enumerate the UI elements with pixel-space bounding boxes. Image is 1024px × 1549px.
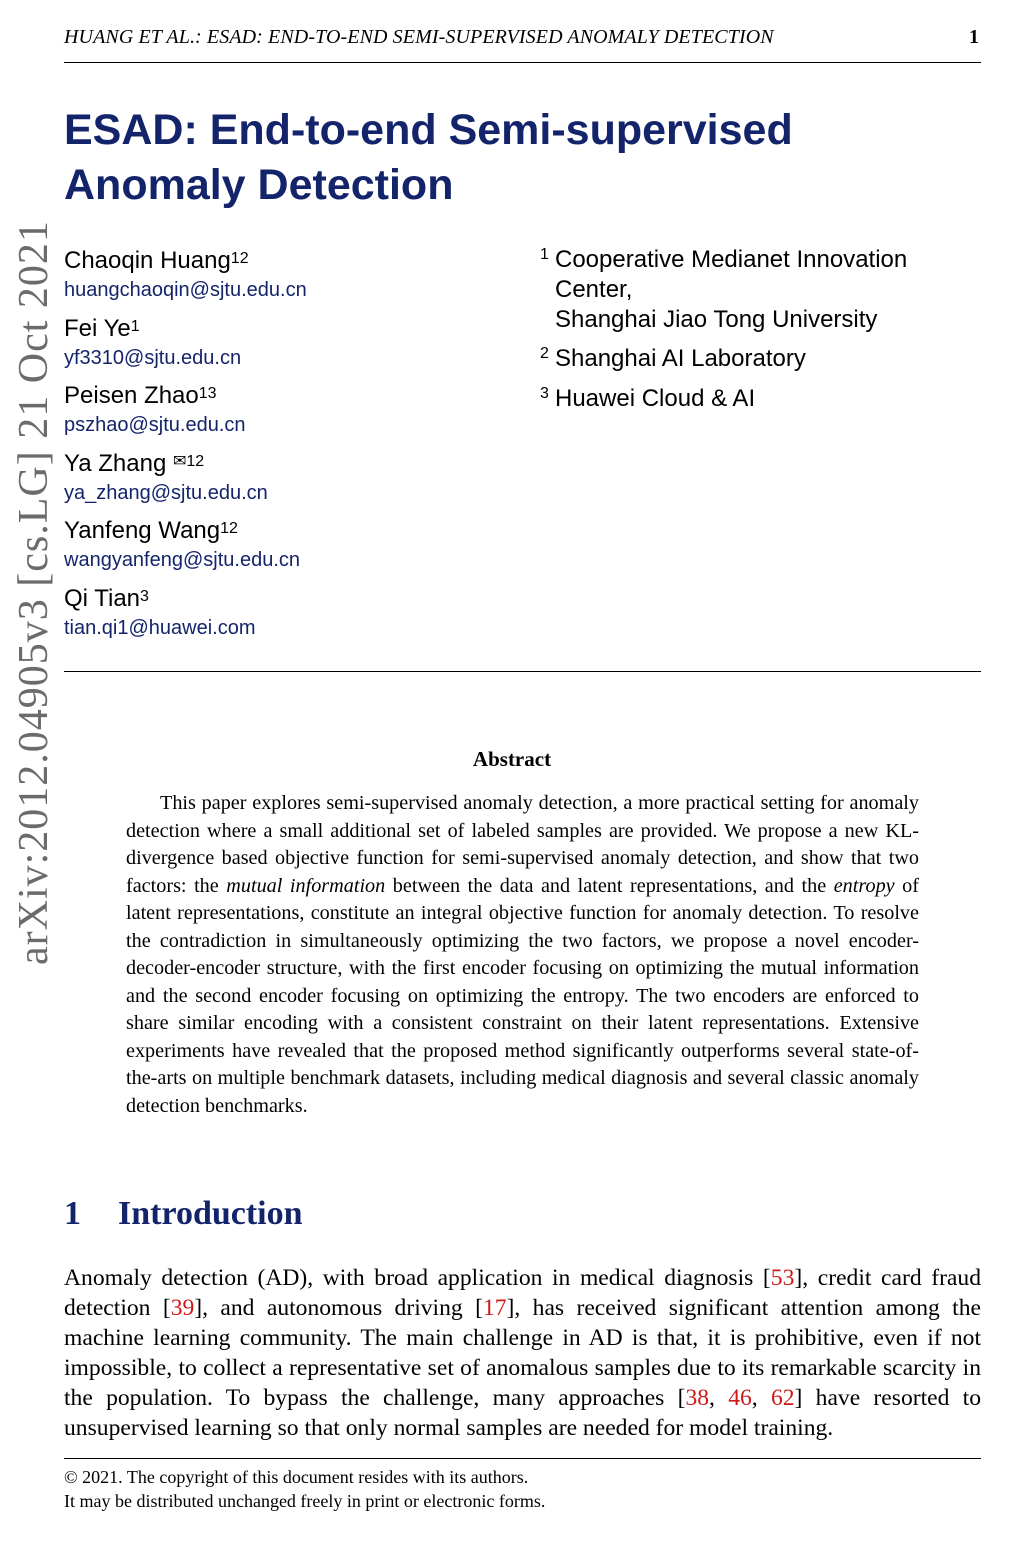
citation-link[interactable]: 62 (770, 1385, 795, 1411)
author-entry (64, 380, 524, 448)
author-email-link[interactable]: pszhao@sjtu.edu.cn (64, 414, 246, 436)
author-email-link[interactable]: yf3310@sjtu.edu.cn (64, 346, 242, 369)
section-number: 1 (64, 1195, 81, 1232)
author-name: Ya Zhang $^{✉12}$ (64, 449, 205, 477)
arxiv-stamp: arXiv:2012.04905v3 [cs.LG] 21 Oct 2021 (11, 220, 57, 965)
introduction-paragraph: Anomaly detection (AD), with broad application in medical diagnosis [53], credit card fraud detection [39], and autonomous driving [17], has received significant attention among the machine learning community. The main challenge in AD is that, it is prohibitive, even if not impossible, to collect a representative set of anomalous samples due to its remarkable scarcity in the population. To bypass the challenge, many approaches [38, 46, 62] have resorted to unsupervised learning so that only normal samples are needed for model training. (64, 1265, 982, 1441)
title-line: Anomaly Detection (64, 161, 454, 209)
affiliation-text: Huawei Cloud & AI (555, 385, 756, 412)
author-name: Peisen Zhao$^{13}$ (64, 382, 217, 409)
author-name: Yanfeng Wang$^{12}$ (64, 517, 238, 544)
author-email-link[interactable]: wangyanfeng@sjtu.edu.cn (64, 549, 301, 571)
author-email-link[interactable]: tian.qi1@huawei.com (64, 616, 256, 639)
affiliation-number: 3 (540, 385, 549, 402)
citation-link[interactable]: 17 (482, 1295, 507, 1321)
author-affil-sup: 3 (140, 587, 149, 605)
affiliation-entry (540, 245, 960, 344)
author-list (64, 245, 524, 650)
affiliation-text: Cooperative Medianet Innovation Center, Shanghai Jiao Tong University (555, 246, 908, 333)
abstract-emphasis: entropy (833, 874, 895, 897)
author-entry (64, 448, 524, 516)
affiliation-number: 1 (540, 246, 549, 263)
author-name: Fei Ye$^1$ (64, 314, 140, 342)
author-affil-sup: 1 (130, 317, 140, 335)
affiliation-list (540, 245, 960, 424)
affiliation-number: 2 (540, 345, 549, 362)
citation-link[interactable]: 53 (770, 1265, 795, 1291)
running-title: HUANG ET AL.: ESAD: END-TO-END SEMI-SUPERVISED ANOMALY DETECTION (64, 26, 774, 48)
author-entry (64, 313, 524, 381)
copyright-footer (64, 1465, 545, 1513)
paper-title (64, 103, 884, 213)
abstract-emphasis: mutual information (226, 874, 386, 897)
title-line: ESAD: End-to-end Semi-supervised (64, 106, 793, 154)
section-heading (64, 1195, 303, 1233)
affiliation-text: Shanghai AI Laboratory (555, 345, 806, 372)
author-name: Chaoqin Huang$^{12}$ (64, 247, 249, 274)
citation-link[interactable]: 38 (685, 1385, 710, 1411)
author-affil-sup: 13 (198, 385, 217, 402)
copyright-line: © 2021. The copyright of this document resides with its authors. (64, 1467, 529, 1487)
author-email-link[interactable]: huangchaoqin@sjtu.edu.cn (64, 279, 307, 301)
author-entry (64, 515, 524, 583)
header-rule (64, 62, 981, 63)
author-email-link[interactable]: ya_zhang@sjtu.edu.cn (64, 481, 268, 504)
citation-link[interactable]: 46 (728, 1385, 752, 1411)
running-header (64, 26, 981, 54)
abstract-heading: Abstract (472, 747, 552, 771)
affiliation-entry (540, 384, 960, 424)
author-affil-sup: 12 (220, 520, 238, 537)
page-number: 1 (969, 26, 979, 48)
author-entry (64, 245, 524, 313)
author-affil-sup: ✉12 (172, 452, 205, 470)
section-title: Introduction (118, 1195, 303, 1232)
footer-rule (64, 1458, 981, 1459)
citation-link[interactable]: 39 (170, 1295, 195, 1321)
abstract-body: This paper explores semi-supervised anomaly detection, a more practical setting for anomaly detection where a small additional set of labeled samples are provided. We propose a new KL-divergence based objective function for semi-supervised anomaly detection, and show that two factors: the mutual information between the data and latent representations, and the entropy of latent representations, constitute an integral objective function for anomaly detection. To resolve the contradiction in simultaneously optimizing the two factors, we propose a novel encoder-decoder-encoder structure, with the first encoder focusing on optimizing the mutual information and the second encoder focusing on optimizing the entropy. The two encoders are enforced to share similar encoding with a consistent constraint on their latent representations. Extensive experiments have revealed that the proposed method significantly outperforms several state-of-the-arts on multiple benchmark datasets, including medical diagnosis and several classic anomaly detection benchmarks. (126, 792, 919, 1117)
title-block-rule (64, 671, 981, 672)
author-entry (64, 583, 524, 651)
author-name: Qi Tian$^3$ (64, 584, 149, 612)
distribution-line: It may be distributed unchanged freely in print or electronic forms. (64, 1491, 546, 1511)
author-affil-sup: 12 (230, 250, 249, 267)
affiliation-entry (540, 344, 960, 384)
